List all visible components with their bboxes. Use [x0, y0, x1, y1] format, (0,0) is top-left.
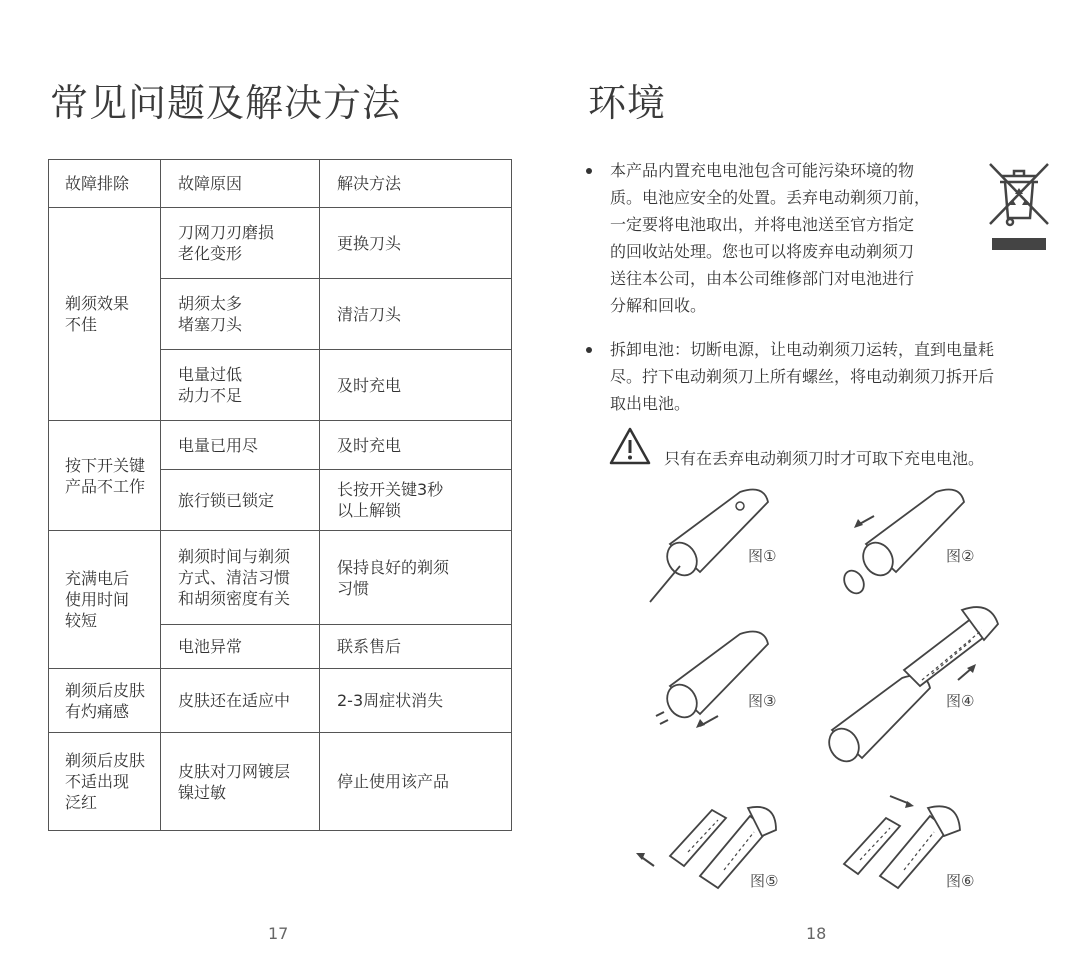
page-number-right: 18: [806, 924, 827, 943]
symptom-cell: 剃须效果 不佳: [49, 208, 161, 421]
table-row: [49, 669, 512, 733]
header-solution: 解决方法: [320, 160, 512, 208]
bullet-text-2: 拆卸电池：切断电源，让电动剃须刀运转，直到电量耗 尽。拧下电动剃须刀上所有螺丝，将电动剃须刀拆开后 取出电池。: [610, 340, 995, 413]
table-header-row: [49, 160, 512, 208]
cause-cell: 皮肤还在适应中: [161, 669, 320, 733]
table-row: [49, 208, 512, 279]
figure-2-illustration: [836, 482, 976, 606]
battery-removal-bullet: [586, 336, 994, 417]
solution-cell: 长按开关键3秒 以上解锁: [320, 470, 512, 531]
faq-table: [48, 159, 512, 831]
solution-cell: 更换刀头: [320, 208, 512, 279]
table-row: [49, 421, 512, 470]
cause-cell: 电量过低 动力不足: [161, 350, 320, 421]
solution-cell: 2-3周症状消失: [320, 669, 512, 733]
header-cause: 故障原因: [161, 160, 320, 208]
table-row: [49, 733, 512, 831]
bullet-dot: [586, 168, 592, 174]
page-number-left: 17: [268, 924, 289, 943]
figure-1-illustration: [640, 482, 780, 606]
figure-3-illustration: [640, 624, 780, 748]
cause-cell: 旅行锁已锁定: [161, 470, 320, 531]
bullet-dot: [586, 347, 592, 353]
figure-1-label: 图①: [748, 547, 777, 565]
cause-cell: 胡须太多 堵塞刀头: [161, 279, 320, 350]
figure-5-label: 图⑤: [750, 872, 779, 890]
environment-bullet: [586, 157, 930, 319]
weee-crossed-bin-icon: [986, 160, 1052, 254]
cause-cell: 电量已用尽: [161, 421, 320, 470]
solution-cell: 保持良好的剃须 习惯: [320, 531, 512, 625]
solution-cell: 联系售后: [320, 625, 512, 669]
table-row: [49, 531, 512, 625]
bullet-text-1: 本产品内置充电电池包含可能污染环境的物 质。电池应安全的处置。丢弃电动剃须刀前， 一定要将电池取出，并将电池送至官方指定 的回收站处理。您也可以将废弃电动剃须刀 送往本公司，由本公司维修部门对电池进行 分解和回收。: [610, 161, 931, 315]
header-symptom: 故障排除: [49, 160, 161, 208]
symptom-cell: 按下开关键 产品不工作: [49, 421, 161, 531]
figure-3-label: 图③: [748, 692, 777, 710]
symptom-cell: 充满电后 使用时间 较短: [49, 531, 161, 669]
figure-4-illustration: [812, 600, 1008, 770]
cause-cell: 剃须时间与剃须 方式、清洁习惯 和胡须密度有关: [161, 531, 320, 625]
figure-2-label: 图②: [946, 547, 975, 565]
page-title-environment: 环境: [588, 81, 667, 125]
warning-text: 只有在丢弃电动剃须刀时才可取下充电电池。: [664, 449, 985, 468]
cause-cell: 电池异常: [161, 625, 320, 669]
figure-4-label: 图④: [946, 692, 975, 710]
solution-cell: 及时充电: [320, 350, 512, 421]
cause-cell: 皮肤对刀网镀层 镍过敏: [161, 733, 320, 831]
figure-6-label: 图⑥: [946, 872, 975, 890]
solution-cell: 停止使用该产品: [320, 733, 512, 831]
warning-triangle-icon: [609, 426, 651, 466]
symptom-cell: 剃须后皮肤 不适出现 泛红: [49, 733, 161, 831]
solution-cell: 清洁刀头: [320, 279, 512, 350]
page-title-faq: 常见问题及解决方法: [50, 81, 402, 125]
cause-cell: 刀网刀刃磨损 老化变形: [161, 208, 320, 279]
symptom-cell: 剃须后皮肤 有灼痛感: [49, 669, 161, 733]
solution-cell: 及时充电: [320, 421, 512, 470]
